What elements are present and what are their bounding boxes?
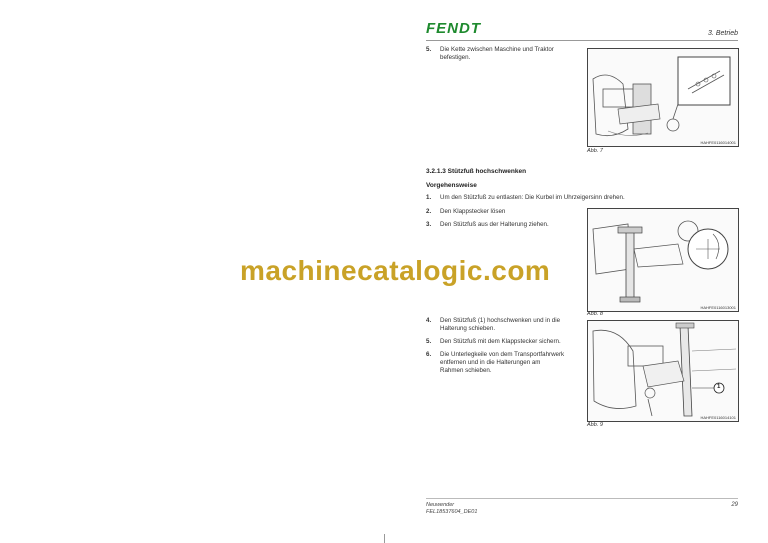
callout-label: 1 — [717, 384, 721, 390]
footer-product: Neuwender — [426, 502, 455, 508]
step-number: 5. — [426, 338, 432, 345]
fold-mark — [384, 534, 385, 543]
section-header: 3. Betrieb — [708, 30, 738, 37]
figure-9 — [587, 320, 739, 422]
figure-8 — [587, 208, 739, 312]
section-title: 3.2.1.3 Stützfuß hochschwenken — [426, 168, 527, 175]
figure-ref: HAHFE0116013001 — [700, 305, 736, 310]
figure-9-illustration — [588, 321, 738, 421]
figure-7-illustration — [588, 49, 738, 146]
list-item — [426, 338, 576, 347]
figure-caption: Abb. 9 — [587, 422, 603, 428]
step-text: Die Unterlegkeile von dem Transportfahrwerk — [440, 351, 565, 358]
header-divider — [426, 40, 738, 41]
step-text: entfernen und in die Halterungen am — [440, 359, 541, 366]
step-text: Rahmen schieben. — [440, 367, 492, 374]
list-item — [426, 208, 576, 217]
step-text: Den Stützfuß mit dem Klappstecker sichern. — [440, 338, 561, 345]
figure-caption: Abb. 8 — [587, 311, 603, 317]
step-text: Halterung schieben. — [440, 325, 496, 332]
footer-doc-number: FEL18537604_DE01 — [426, 509, 478, 515]
step-text: befestigen. — [440, 54, 471, 61]
step-text: Die Kette zwischen Maschine und Traktor — [440, 46, 554, 53]
procedure-title: Vorgehensweise — [426, 182, 477, 189]
footer-divider — [426, 498, 738, 499]
step-number: 6. — [426, 351, 432, 358]
page-number: 29 — [731, 502, 738, 508]
step-number: 3. — [426, 221, 432, 228]
list-item — [426, 317, 576, 334]
list-item — [426, 351, 576, 377]
list-item — [426, 46, 576, 64]
brand-logo: FENDT — [426, 20, 481, 37]
list-item — [426, 221, 576, 230]
step-number: 2. — [426, 208, 432, 215]
figure-ref: HAHFE0116014101 — [700, 415, 736, 420]
watermark-text: machinecatalogic.com — [240, 255, 551, 286]
step-text: Den Stützfuß (1) hochschwenken und in die — [440, 317, 561, 324]
step-text: Um den Stützfuß zu entlasten: Die Kurbel im Uhrzeigersinn drehen. — [440, 194, 625, 201]
step-text: Den Stützfuß aus der Halterung ziehen. — [440, 221, 549, 228]
figure-8-illustration — [588, 209, 738, 311]
step-number: 1. — [426, 194, 432, 201]
step-number: 5. — [426, 46, 432, 53]
figure-caption: Abb. 7 — [587, 148, 603, 154]
figure-ref: HAHFE0116014001 — [700, 140, 736, 145]
figure-7 — [587, 48, 739, 147]
footer-info — [426, 502, 477, 516]
step-number: 4. — [426, 317, 432, 324]
list-item — [426, 194, 746, 203]
step-text: Den Klappstecker lösen — [440, 208, 506, 215]
